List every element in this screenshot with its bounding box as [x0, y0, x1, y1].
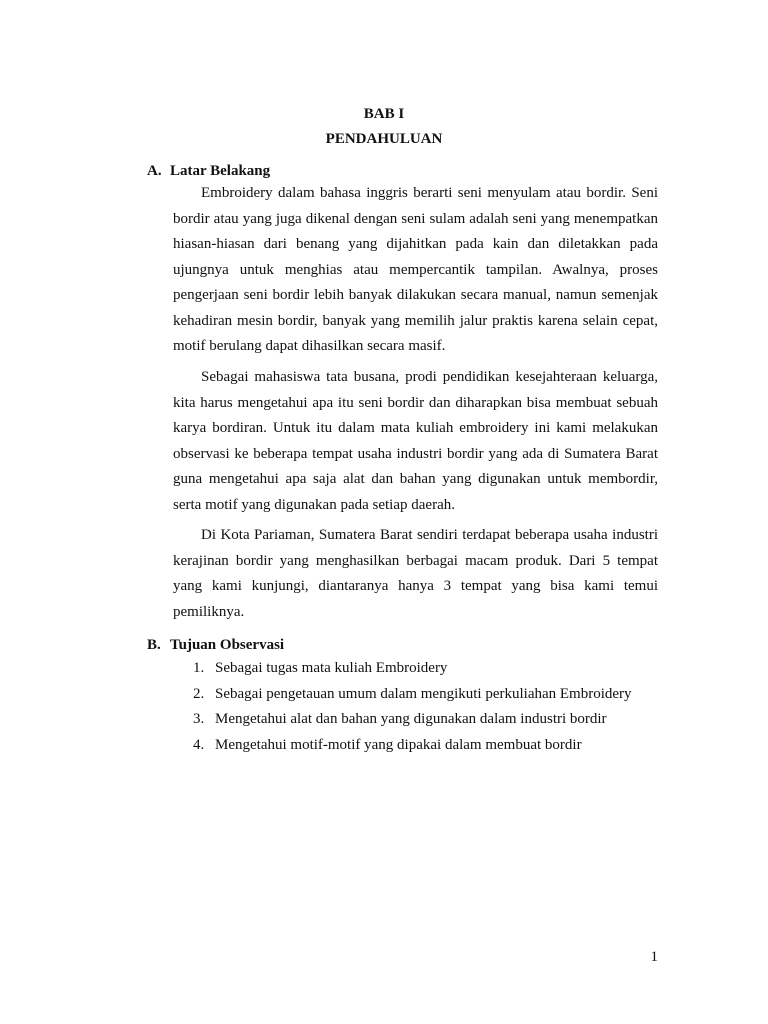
section-heading-tujuan-observasi [147, 635, 284, 655]
paragraph-pariaman: Di Kota Pariaman, Sumatera Barat sendiri terdapat beberapa usaha industri kerajinan bordir yang menghasilkan berbagai macam produk. Dari 5 tempat yang kami kunjungi, diantaranya hanya 3 tempat yang bisa kami temui pemiliknya. [173, 527, 658, 620]
list-number: 1. [193, 660, 205, 676]
list-text: Mengetahui alat dan bahan yang digunakan dalam industri bordir [215, 711, 607, 727]
chapter-title: PENDAHULUAN [325, 131, 443, 147]
paragraph-student-context: Sebagai mahasiswa tata busana, prodi pendidikan kesejahteraan keluarga, kita harus mengetahui apa itu seni bordir dan diharapkan bisa membuat sebuah karya bordiran. Untuk itu dalam mata kuliah embroidery ini kami melakukan observasi ke beberapa tempat usaha industri bordir yang ada di Sumatera Barat guna mengetahui apa saja alat dan bahan yang digunakan untuk membordir, serta motif yang digunakan pada setiap daerah. [173, 369, 658, 513]
list-item [193, 656, 632, 682]
list-text: Mengetahui motif-motif yang dipakai dalam membuat bordir [215, 736, 582, 753]
list-number: 2. [193, 685, 205, 702]
list-text: Sebagai tugas mata kuliah Embroidery [215, 660, 448, 676]
section-title: Latar Belakang [170, 163, 271, 179]
chapter-heading: BAB I [363, 106, 405, 122]
section-letter: B. [147, 637, 161, 653]
section-letter: A. [147, 163, 162, 179]
list-number: 4. [193, 736, 205, 753]
list-item [193, 682, 632, 708]
section-heading-latar-belakang [147, 161, 270, 181]
list-text: Sebagai pengetauan umum dalam mengikuti perkuliahan Embroidery [215, 685, 632, 702]
page-number: 1 [650, 949, 658, 965]
objectives-list [193, 656, 632, 758]
paragraph-embroidery-definition: Embroidery dalam bahasa inggris berarti seni menyulam atau bordir. Seni bordir atau yang juga dikenal dengan seni sulam adalah seni yang menempatkan hiasan-hiasan dari benang yang dijahitkan pada kain dan diletakkan pada ujungnya untuk menghias atau mempercantik tampilan. Awalnya, proses pengerjaan seni bordir lebih banyak dilakukan secara manual, namun semenjak kehadiran mesin bordir, banyak yang memilih jalur praktis karena selain cepat, motif berulang dapat dihasilkan secara masif. [173, 185, 658, 354]
list-number: 3. [193, 711, 205, 727]
section-title: Tujuan Observasi [170, 637, 285, 653]
list-item [193, 733, 632, 759]
list-item [193, 707, 632, 733]
